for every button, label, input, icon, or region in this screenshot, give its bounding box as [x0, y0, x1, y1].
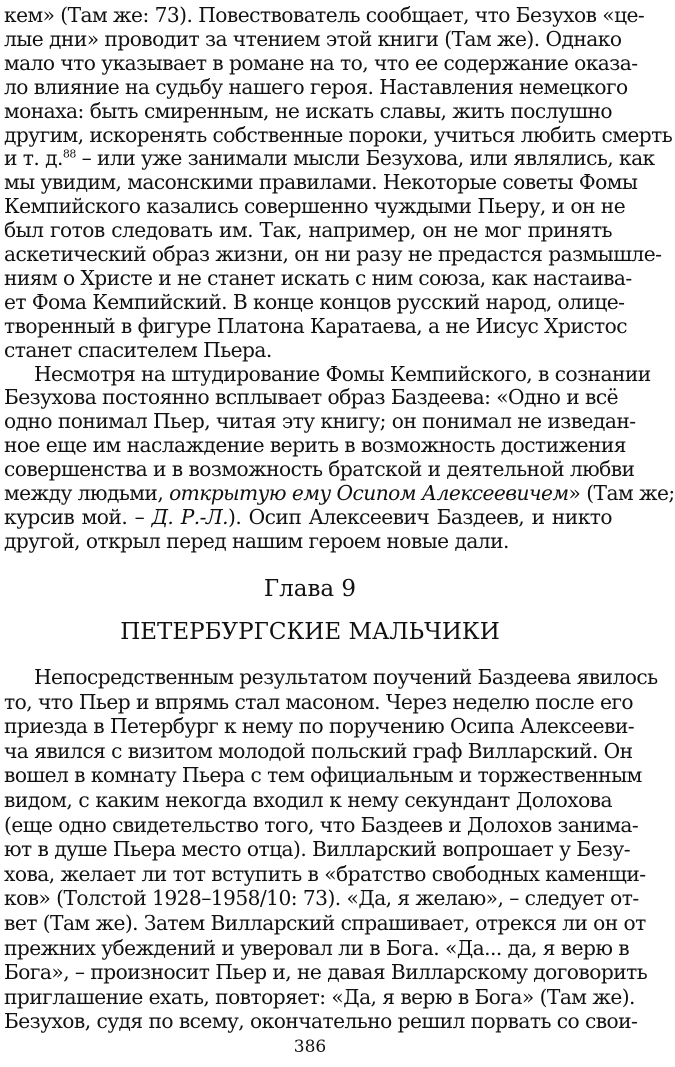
text-line: ное еще им наслаждение верить в возможность достижения — [4, 433, 626, 458]
text-line: монаха: быть смиренным, не искать славы, жить послушно — [4, 98, 612, 123]
text-line: вошел в комнату Пьера с тем официальным и торжественным — [4, 763, 642, 788]
text-line: кем» (Там же: 73). Повествователь сообщает, что Безухов «це- — [4, 3, 645, 27]
text-line: ча явился с визитом молодой польский граф Вилларский. Он — [4, 738, 633, 763]
text-line: одно понимал Пьер, читая эту книгу; он понимал не изведан- — [4, 409, 636, 434]
text-line: другим, искоренять собственные пороки, учиться любить смерть — [4, 122, 673, 147]
text-segment: между людьми, — [4, 481, 170, 505]
text-segment: » (Там же; — [568, 481, 675, 505]
text-line: другой, открыл перед нашим героем новые дали. — [4, 528, 509, 553]
text-line: Непосредственным результатом поучений Баздеева явилось — [34, 665, 658, 689]
footnote-reference: 88 — [62, 147, 76, 161]
text-line: Безухова постоянно всплывает образ Баздеева: «Одно и всё — [4, 385, 618, 410]
text-line: (еще одно свидетельство того, что Баздеев и Долохов занима- — [4, 812, 639, 837]
text-line: Бога», – произносит Пьер и, не давая Вилларскому договорить — [4, 960, 648, 985]
text-line: ниям о Христе и не станет искать с ним союза, как настаива- — [4, 265, 632, 290]
text-line: Кемпийского казались совершенно чуждыми Пьеру, и он не — [4, 194, 626, 219]
text-line: вет (Там же). Затем Вилларский спрашивает, отрекся ли он от — [4, 911, 646, 935]
text-line — [4, 504, 612, 530]
text-line: мало что указывает в романе на то, что ее содержание оказа- — [4, 50, 638, 75]
text-line: станет спасителем Пьера. — [4, 337, 272, 362]
text-segment: курсив мой. – — [4, 504, 152, 529]
text-segment: и т. д. — [4, 146, 63, 171]
chapter-title: ПЕТЕРБУРГСКИЕ МАЛЬЧИКИ — [120, 619, 500, 645]
text-line: хова, желает ли тот вступить в «братство свободных каменщи- — [4, 861, 646, 886]
italic-quote: открытую ему Осипом Алексеевичем — [169, 481, 569, 505]
text-line: мы увидим, масонскими правилами. Некоторые советы Фомы — [4, 170, 638, 195]
text-line: видом, с каким некогда входил к нему секундант Долохова — [4, 788, 612, 812]
text-line: приезда в Петербург к нему по поручению Осипа Алексееви- — [4, 714, 634, 739]
text-line — [4, 145, 655, 171]
text-line: ков» (Толстой 1928–1958/10: 73). «Да, я желаю», – следует от- — [4, 886, 639, 911]
text-line — [4, 480, 675, 506]
text-segment: ). Осип Алексеевич Баздеев, и никто — [228, 504, 613, 529]
italic-initials: Д. Р.-Л. — [151, 504, 229, 529]
text-line: был готов следовать им. Так, например, он не мог принять — [4, 218, 612, 243]
text-line: ет Фома Кемпийский. В конце концов русский народ, олице- — [4, 289, 625, 314]
text-line: ют в душе Пьера место отца). Вилларский вопрошает у Безу- — [4, 837, 631, 862]
text-line: Несмотря на штудирование Фомы Кемпийского, в сознании — [34, 361, 651, 386]
text-line: приглашение ехать, повторяет: «Да, я верю в Бога» (Там же). — [4, 984, 635, 1009]
page-number: 386 — [293, 1037, 327, 1057]
text-line: лые дни» проводит за чтением этой книги (Там же). Однако — [4, 26, 622, 51]
text-segment: – или уже занимали мысли Безухова, или являлись, как — [75, 146, 655, 171]
text-line: ло влияние на судьбу нашего героя. Наставления немецкого — [4, 74, 628, 99]
chapter-number: Глава 9 — [263, 576, 357, 602]
text-line: аскетический образ жизни, он ни разу не предастся размышле- — [4, 242, 662, 266]
text-line: творенный в фигуре Платона Каратаева, а не Иисус Христос — [4, 313, 628, 338]
text-line: прежних убеждений и уверовал ли в Бога. «Да... да, я верю в — [4, 935, 630, 960]
text-line: то, что Пьер и впрямь стал масоном. Через неделю после его — [4, 689, 634, 714]
text-line: Безухов, судя по всему, окончательно решил порвать со свои- — [4, 1009, 638, 1034]
text-line: совершенства и в возможность братской и деятельной любви — [4, 457, 635, 482]
